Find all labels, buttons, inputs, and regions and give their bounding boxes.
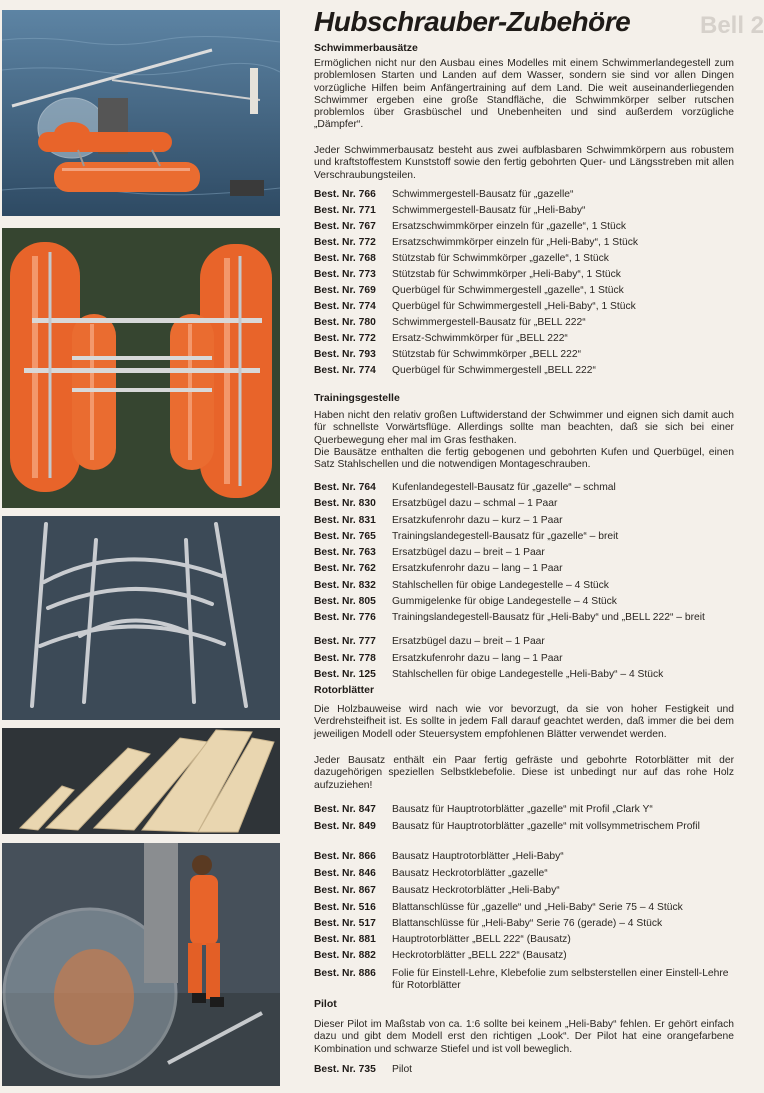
order-description: Blattanschlüsse für „Heli-Baby“ Serie 76 (gerade) – 4 Stück xyxy=(392,918,663,929)
page-title: Hubschrauber-Zubehöre xyxy=(314,6,631,37)
order-number: Best. Nr. 772 xyxy=(314,333,376,344)
photo-column xyxy=(0,0,282,1093)
order-number: Best. Nr. 773 xyxy=(314,269,376,280)
order-number: Best. Nr. 881 xyxy=(314,934,376,945)
order-list-pilot xyxy=(314,1064,739,1080)
order-number: Best. Nr. 772 xyxy=(314,237,376,248)
order-item xyxy=(314,636,739,652)
order-number: Best. Nr. 125 xyxy=(314,668,376,680)
order-item xyxy=(314,317,739,333)
order-item xyxy=(314,301,739,317)
order-number: Best. Nr. 517 xyxy=(314,918,376,929)
bleed-through-title: Bell 2 xyxy=(700,12,764,39)
photo-rotor-blades xyxy=(2,728,280,834)
order-description: Blattanschlüsse für „gazelle“ und „Heli-Baby“ Serie 75 – 4 Stück xyxy=(392,902,683,913)
order-number: Best. Nr. 771 xyxy=(314,205,376,216)
order-item xyxy=(314,205,739,221)
order-description: Bausatz Heckrotorblätter „Heli-Baby“ xyxy=(392,885,560,896)
order-number: Best. Nr. 849 xyxy=(314,821,376,832)
order-description: Schwimmergestell-Bausatz für „BELL 222“ xyxy=(392,317,586,328)
order-description: Ersatzbügel dazu – breit – 1 Paar xyxy=(392,636,545,648)
order-item xyxy=(314,237,739,253)
order-item xyxy=(314,580,739,596)
order-description: Trainingslandegestell-Bausatz für „Heli-Baby“ und „BELL 222“ – breit xyxy=(392,612,705,624)
order-description: Trainingslandegestell-Bausatz für „gazelle“ – breit xyxy=(392,530,619,542)
order-description: Ersatzbügel dazu – schmal – 1 Paar xyxy=(392,498,558,510)
order-number: Best. Nr. 774 xyxy=(314,301,376,312)
order-number: Best. Nr. 805 xyxy=(314,596,376,608)
order-description: Schwimmergestell-Bausatz für „gazelle“ xyxy=(392,189,574,200)
order-item xyxy=(314,821,739,851)
section-paragraph: Jeder Bausatz enthält ein Paar fertig gefräste und gebohrte Rotorblätter mit der dazugehörigen speziellen Selbstklebefolie. Diese ist unbedingt nur auf das rohe Holz aufzuziehen! xyxy=(314,755,734,791)
order-number: Best. Nr. 778 xyxy=(314,652,376,664)
order-description: Ersatzschwimmkörper einzeln für „Heli-Baby“, 1 Stück xyxy=(392,237,639,248)
order-number: Best. Nr. 777 xyxy=(314,636,376,648)
order-item xyxy=(314,950,739,968)
order-number: Best. Nr. 767 xyxy=(314,221,376,232)
order-item xyxy=(314,547,739,563)
section-paragraph: Ermöglichen nicht nur den Ausbau eines Modelles mit einem Schwimmerlandegestell zum problemlosen Starten und Landen auf dem Wasser, sondern sie sind vor allen Dingen vorzügliche Hilfen beim Anfängertraining auf dem Land. Die weit auseinanderliegenden Schwimmer ergeben eine große Standfläche, die Schwimmkörper selber rutschen problemlos über Grasbüschel und Unebenheiten und sind außerdem vorzügliche „Dämpfer“. xyxy=(314,58,734,131)
order-description: Gummigelenke für obige Landegestelle – 4 Stück xyxy=(392,596,617,608)
order-description: Stützstab für Schwimmkörper „BELL 222“ xyxy=(392,349,582,360)
order-item xyxy=(314,365,739,381)
order-item xyxy=(314,804,739,821)
order-number: Best. Nr. 882 xyxy=(314,950,376,961)
order-item xyxy=(314,902,739,918)
order-number: Best. Nr. 866 xyxy=(314,851,376,862)
order-item xyxy=(314,612,739,636)
order-description: Ersatzbügel dazu – breit – 1 Paar xyxy=(392,547,545,559)
order-item xyxy=(314,885,739,902)
order-item xyxy=(314,498,739,514)
order-description: Ersatz-Schwimmkörper für „BELL 222“ xyxy=(392,333,568,344)
order-description: Querbügel für Schwimmergestell „Heli-Baby“, 1 Stück xyxy=(392,301,636,312)
order-item xyxy=(314,285,739,301)
order-description: Ersatzkufenrohr dazu – lang – 1 Paar xyxy=(392,652,563,664)
order-number: Best. Nr. 516 xyxy=(314,902,376,913)
order-number: Best. Nr. 769 xyxy=(314,285,376,296)
order-number: Best. Nr. 831 xyxy=(314,514,376,526)
order-number: Best. Nr. 735 xyxy=(314,1064,376,1075)
order-description: Pilot xyxy=(392,1064,413,1075)
order-description: Folie für Einstell-Lehre, Klebefolie zum selbsterstellen einer Einstell-Lehre für Rotorblätter xyxy=(392,968,729,992)
order-description: Stützstab für Schwimmkörper „gazelle“, 1 Stück xyxy=(392,253,609,264)
order-description: Stahlschellen für obige Landegestelle „Heli-Baby“ – 4 Stück xyxy=(392,668,664,680)
order-number: Best. Nr. 774 xyxy=(314,365,376,376)
order-number: Best. Nr. 886 xyxy=(314,968,376,979)
order-number: Best. Nr. 762 xyxy=(314,563,376,575)
order-number: Best. Nr. 763 xyxy=(314,547,376,559)
order-item xyxy=(314,669,739,685)
section-paragraph: Die Holzbauweise wird nach wie vor bevorzugt, da sie von hoher Festigkeit und Verdrehsteifheit ist. Es sollte in jedem Fall darauf geachtet werden, daß immer die bei dem jeweiligen Modell oder Steuersystem empfohlenen Blätter verwendet werden. xyxy=(314,704,734,740)
order-item xyxy=(314,253,739,269)
order-description: Heckrotorblätter „BELL 222“ (Bausatz) xyxy=(392,950,567,961)
order-list-schwimmer xyxy=(314,189,739,381)
order-description: Ersatzkufenrohr dazu – kurz – 1 Paar xyxy=(392,514,563,526)
order-description: Ersatzkufenrohr dazu – lang – 1 Paar xyxy=(392,563,563,575)
order-item xyxy=(314,918,739,934)
order-list-training xyxy=(314,482,739,685)
order-description: Ersatzschwimmkörper einzeln für „gazelle“, 1 Stück xyxy=(392,221,627,232)
order-description: Stahlschellen für obige Landegestelle – 4 Stück xyxy=(392,579,609,591)
order-item xyxy=(314,653,739,669)
order-item xyxy=(314,596,739,612)
order-number: Best. Nr. 793 xyxy=(314,349,376,360)
order-item xyxy=(314,482,739,498)
order-description: Bausatz für Hauptrotorblätter „gazelle“ mit vollsymmetrischem Profil xyxy=(392,821,700,832)
order-item xyxy=(314,1064,739,1080)
order-item xyxy=(314,189,739,205)
order-number: Best. Nr. 867 xyxy=(314,885,376,896)
photo-pilot-in-cockpit xyxy=(2,843,280,1086)
order-description: Kufenlandegestell-Bausatz für „gazelle“ – schmal xyxy=(392,482,616,493)
order-description: Querbügel für Schwimmergestell „BELL 222“ xyxy=(392,365,596,376)
order-number: Best. Nr. 847 xyxy=(314,804,376,815)
order-item xyxy=(314,221,739,237)
order-item xyxy=(314,968,739,996)
order-item xyxy=(314,333,739,349)
order-item xyxy=(314,851,739,868)
order-item xyxy=(314,515,739,531)
photo-training-gear xyxy=(2,516,280,720)
order-description: Hauptrotorblätter „BELL 222“ (Bausatz) xyxy=(392,934,571,945)
order-number: Best. Nr. 766 xyxy=(314,189,376,200)
section-heading-pilot: Pilot xyxy=(314,998,337,1010)
order-number: Best. Nr. 768 xyxy=(314,253,376,264)
order-item xyxy=(314,934,739,950)
order-number: Best. Nr. 776 xyxy=(314,612,376,624)
photo-helicopter-on-water xyxy=(2,10,280,216)
order-item xyxy=(314,563,739,579)
order-number: Best. Nr. 846 xyxy=(314,868,376,879)
order-description: Bausatz Heckrotorblätter „gazelle“ xyxy=(392,868,548,879)
order-description: Bausatz für Hauptrotorblätter „gazelle“ mit Profil „Clark Y“ xyxy=(392,804,653,815)
section-heading-schwimmerbausaetze: Schwimmerbausätze xyxy=(314,42,418,54)
order-list-rotor xyxy=(314,804,739,996)
order-number: Best. Nr. 764 xyxy=(314,482,376,493)
section-paragraph: Die Bausätze enthalten die fertig gebogenen und gebohrten Kufen und Querbügel, einen Satz Stahlschellen und die notwendigen Montageschrauben. xyxy=(314,447,734,471)
section-paragraph: Haben nicht den relativ großen Luftwiderstand der Schwimmer und eignen sich damit auch für schnellste Vorwärtsflüge. Allerdings sollte man beachten, daß sie sich bei einer Querbewegung eher mal im Gras festhaken. xyxy=(314,410,734,446)
section-paragraph: Jeder Schwimmerbausatz besteht aus zwei aufblasbaren Schwimmkörpern aus robustem und kraftstoffestem Kunststoff sowie den fertig gebohrten Quer- und Längsstreben mit allen Verschraubungsteilen. xyxy=(314,145,734,181)
order-description: Schwimmergestell-Bausatz für „Heli-Baby“ xyxy=(392,205,586,216)
section-heading-rotorblaetter: Rotorblätter xyxy=(314,684,375,696)
photo-float-frame xyxy=(2,228,280,508)
order-description: Stützstab für Schwimmkörper „Heli-Baby“, 1 Stück xyxy=(392,269,621,280)
order-number: Best. Nr. 765 xyxy=(314,530,376,542)
section-heading-trainingsgestelle: Trainingsgestelle xyxy=(314,392,400,404)
order-description: Bausatz Hauptrotorblätter „Heli-Baby“ xyxy=(392,851,564,862)
order-item xyxy=(314,868,739,885)
order-item xyxy=(314,349,739,365)
order-item xyxy=(314,269,739,285)
order-number: Best. Nr. 832 xyxy=(314,579,376,591)
section-paragraph: Dieser Pilot im Maßstab von ca. 1:6 sollte bei keinem „Heli-Baby“ fehlen. Er gehört einfach dazu und gibt dem Modell erst den richtigen „Look“. Der Pilot hat eine orangefarbene Kombination und schwarze Stiefel und ist voll beweglich. xyxy=(314,1019,734,1055)
order-item xyxy=(314,531,739,547)
order-number: Best. Nr. 780 xyxy=(314,317,376,328)
order-description: Querbügel für Schwimmergestell „gazelle“, 1 Stück xyxy=(392,285,624,296)
order-number: Best. Nr. 830 xyxy=(314,498,376,510)
